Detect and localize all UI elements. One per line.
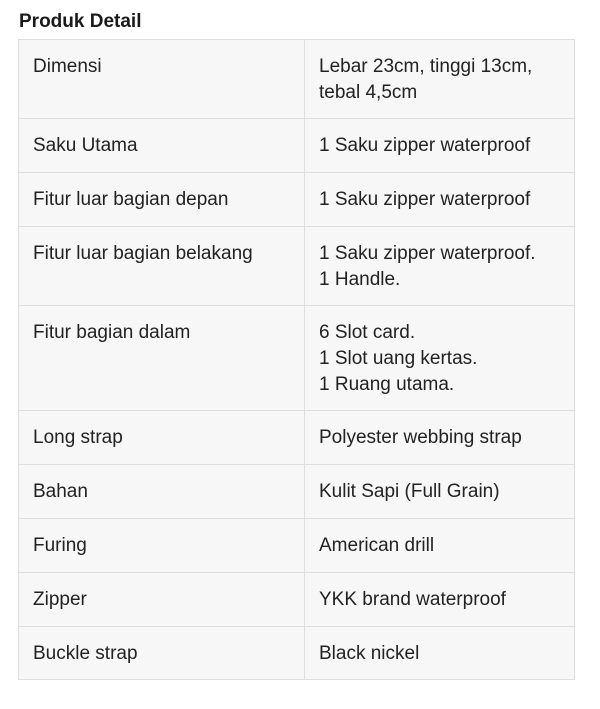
table-row bbox=[19, 306, 575, 411]
table-row bbox=[19, 573, 575, 627]
section-heading: Produk Detail bbox=[19, 11, 142, 32]
row-label: Buckle strap bbox=[19, 627, 305, 680]
table-row bbox=[19, 227, 575, 306]
row-value bbox=[305, 627, 575, 680]
row-value bbox=[305, 306, 575, 411]
row-label: Zipper bbox=[19, 573, 305, 627]
row-value-line: 6 Slot card. bbox=[319, 322, 416, 343]
table-row bbox=[19, 519, 575, 573]
row-label: Furing bbox=[19, 519, 305, 573]
product-detail-table bbox=[18, 39, 575, 680]
table-row bbox=[19, 627, 575, 680]
row-label: Fitur luar bagian depan bbox=[19, 173, 305, 227]
row-value-line: 1 Saku zipper waterproof bbox=[319, 189, 531, 210]
row-label: Long strap bbox=[19, 411, 305, 465]
row-value bbox=[305, 519, 575, 573]
row-value-line: 1 Slot uang kertas. bbox=[319, 348, 478, 369]
row-label: Bahan bbox=[19, 465, 305, 519]
row-label: Dimensi bbox=[19, 40, 305, 119]
row-value-line: Kulit Sapi (Full Grain) bbox=[319, 481, 500, 502]
row-value-line: 1 Ruang utama. bbox=[319, 374, 455, 395]
row-value-line: American drill bbox=[319, 535, 435, 556]
row-value-line: Lebar 23cm, tinggi 13cm, bbox=[319, 56, 533, 77]
row-value bbox=[305, 411, 575, 465]
row-value-line: 1 Saku zipper waterproof. bbox=[319, 243, 536, 264]
row-value-line: Polyester webbing strap bbox=[319, 427, 522, 448]
row-value bbox=[305, 465, 575, 519]
row-value-line: Black nickel bbox=[319, 643, 420, 664]
row-value-line: 1 Handle. bbox=[319, 269, 401, 290]
row-value-line: 1 Saku zipper waterproof bbox=[319, 135, 531, 156]
table-row bbox=[19, 173, 575, 227]
row-label: Fitur luar bagian belakang bbox=[19, 227, 305, 306]
table-row bbox=[19, 411, 575, 465]
row-value bbox=[305, 227, 575, 306]
row-value bbox=[305, 119, 575, 173]
table-row bbox=[19, 40, 575, 119]
row-label: Fitur bagian dalam bbox=[19, 306, 305, 411]
table-row bbox=[19, 119, 575, 173]
row-value bbox=[305, 40, 575, 119]
row-value-line: tebal 4,5cm bbox=[319, 82, 418, 103]
table-row bbox=[19, 465, 575, 519]
row-value bbox=[305, 173, 575, 227]
row-value-line: YKK brand waterproof bbox=[319, 589, 506, 610]
row-label: Saku Utama bbox=[19, 119, 305, 173]
row-value bbox=[305, 573, 575, 627]
